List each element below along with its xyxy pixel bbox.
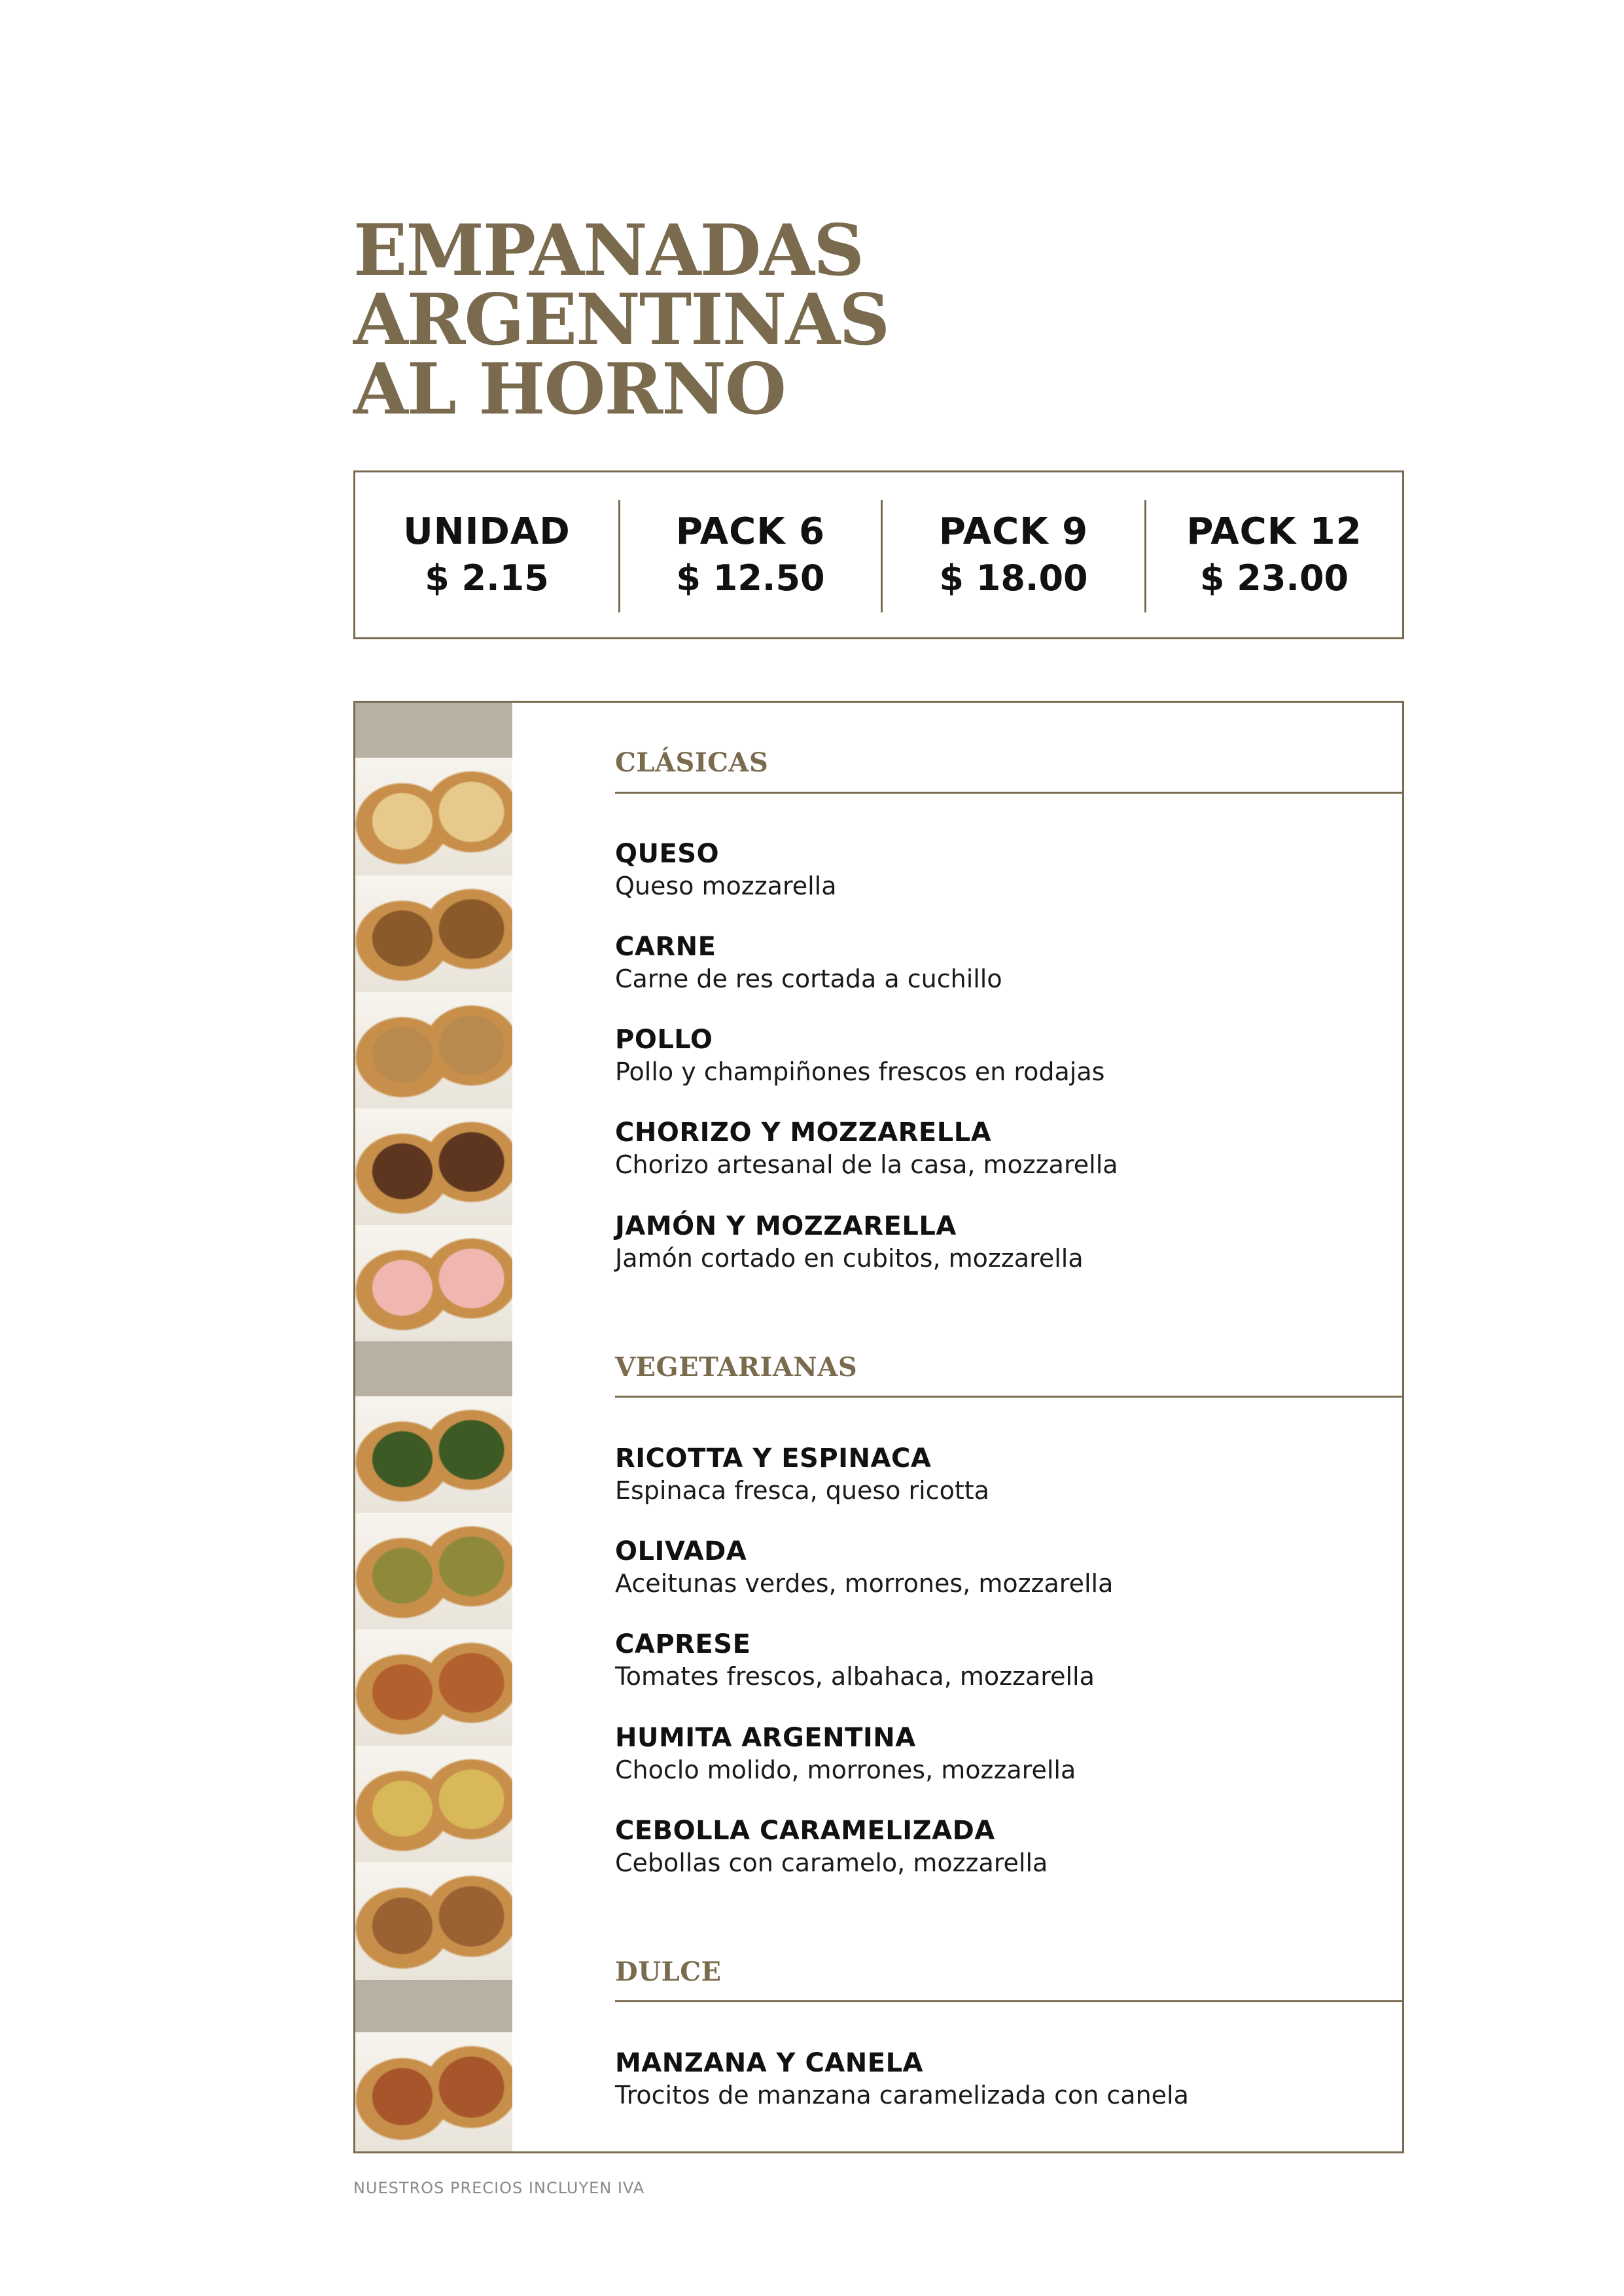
item-name: CAPRESE — [615, 1629, 751, 1659]
item-name: MANZANA Y CANELA — [615, 2048, 924, 2078]
menu-item-queso — [615, 838, 837, 902]
item-name: RICOTTA Y ESPINACA — [615, 1443, 932, 1474]
strip-spacer — [355, 703, 512, 758]
price-unidad — [355, 472, 618, 637]
price-value: $ 23.00 — [1199, 557, 1349, 599]
section-title-clasicas: CLÁSICAS — [615, 747, 769, 778]
item-name: JAMÓN Y MOZZARELLA — [615, 1211, 957, 1241]
price-label: UNIDAD — [403, 510, 571, 553]
menu-item-olivada — [615, 1535, 1113, 1599]
menu-item-humita-argentina — [615, 1722, 1076, 1786]
menu-item-caprese — [615, 1628, 1095, 1692]
item-description: Tomates frescos, albahaca, mozzarella — [615, 1662, 1095, 1691]
menu-item-cebolla-caramelizada — [615, 1814, 1048, 1879]
footnote: NUESTROS PRECIOS INCLUYEN IVA — [353, 2179, 645, 2197]
item-description: Carne de res cortada a cuchillo — [615, 964, 1002, 993]
title-line-1: EMPANADAS — [353, 209, 863, 292]
menu-item-carne — [615, 930, 1002, 995]
menu-item-ricotta-espinaca — [615, 1442, 989, 1506]
empanada-photo-manzana — [355, 2032, 512, 2151]
section-title-dulce: DULCE — [615, 1956, 722, 1987]
price-table — [353, 470, 1404, 639]
strip-spacer — [355, 1341, 512, 1396]
section-rule — [615, 2000, 1402, 2002]
empanada-photo-humita — [355, 1746, 512, 1862]
item-description: Queso mozzarella — [615, 872, 837, 900]
item-description: Cebollas con caramelo, mozzarella — [615, 1848, 1048, 1877]
strip-spacer — [355, 1980, 512, 2032]
item-name: QUESO — [615, 839, 720, 869]
item-name: HUMITA ARGENTINA — [615, 1723, 916, 1753]
empanada-photo-cebolla — [355, 1862, 512, 1980]
title-line-2: ARGENTINAS — [353, 279, 889, 361]
section-rule — [615, 1396, 1402, 1398]
empanada-photo-carne — [355, 875, 512, 992]
menu-list — [353, 701, 1404, 2153]
section-title-vegetarianas: VEGETARIANAS — [615, 1352, 858, 1383]
empanada-photo-espinaca — [355, 1396, 512, 1513]
menu-item-manzana-canela — [615, 2047, 1189, 2111]
menu-item-jamon-mozzarella — [615, 1210, 1084, 1274]
price-value: $ 18.00 — [939, 557, 1088, 599]
price-value: $ 2.15 — [425, 557, 549, 599]
empanada-photo-chorizo — [355, 1108, 512, 1225]
item-description: Choclo molido, morrones, mozzarella — [615, 1756, 1076, 1784]
empanada-photo-jamon — [355, 1225, 512, 1341]
title-line-3: AL HORNO — [353, 348, 786, 431]
photo-strip — [355, 703, 512, 2151]
item-description: Aceitunas verdes, morrones, mozzarella — [615, 1569, 1114, 1598]
empanada-photo-queso — [355, 758, 512, 875]
item-description: Jamón cortado en cubitos, mozzarella — [615, 1244, 1084, 1273]
item-description: Chorizo artesanal de la casa, mozzarella — [615, 1150, 1118, 1179]
price-label: PACK 9 — [938, 510, 1089, 553]
menu-item-pollo — [615, 1023, 1104, 1087]
price-pack-9 — [883, 472, 1144, 637]
price-pack-12 — [1146, 472, 1402, 637]
price-label: PACK 6 — [675, 510, 826, 553]
empanada-photo-olivada — [355, 1513, 512, 1629]
item-name: OLIVADA — [615, 1536, 747, 1566]
item-name: POLLO — [615, 1025, 713, 1055]
item-description: Espinaca fresca, queso ricotta — [615, 1476, 989, 1505]
price-label: PACK 12 — [1186, 510, 1362, 553]
section-rule — [615, 792, 1402, 794]
page-title — [353, 209, 889, 431]
menu-item-chorizo-mozzarella — [615, 1116, 1118, 1180]
item-name: CARNE — [615, 932, 716, 962]
item-name: CHORIZO Y MOZZARELLA — [615, 1118, 992, 1148]
price-pack-6 — [620, 472, 881, 637]
price-value: $ 12.50 — [676, 557, 825, 599]
empanada-photo-pollo — [355, 992, 512, 1108]
item-name: CEBOLLA CARAMELIZADA — [615, 1816, 995, 1846]
empanada-photo-caprese — [355, 1629, 512, 1746]
item-description: Trocitos de manzana caramelizada con canela — [615, 2081, 1189, 2110]
item-description: Pollo y champiñones frescos en rodajas — [615, 1057, 1105, 1086]
